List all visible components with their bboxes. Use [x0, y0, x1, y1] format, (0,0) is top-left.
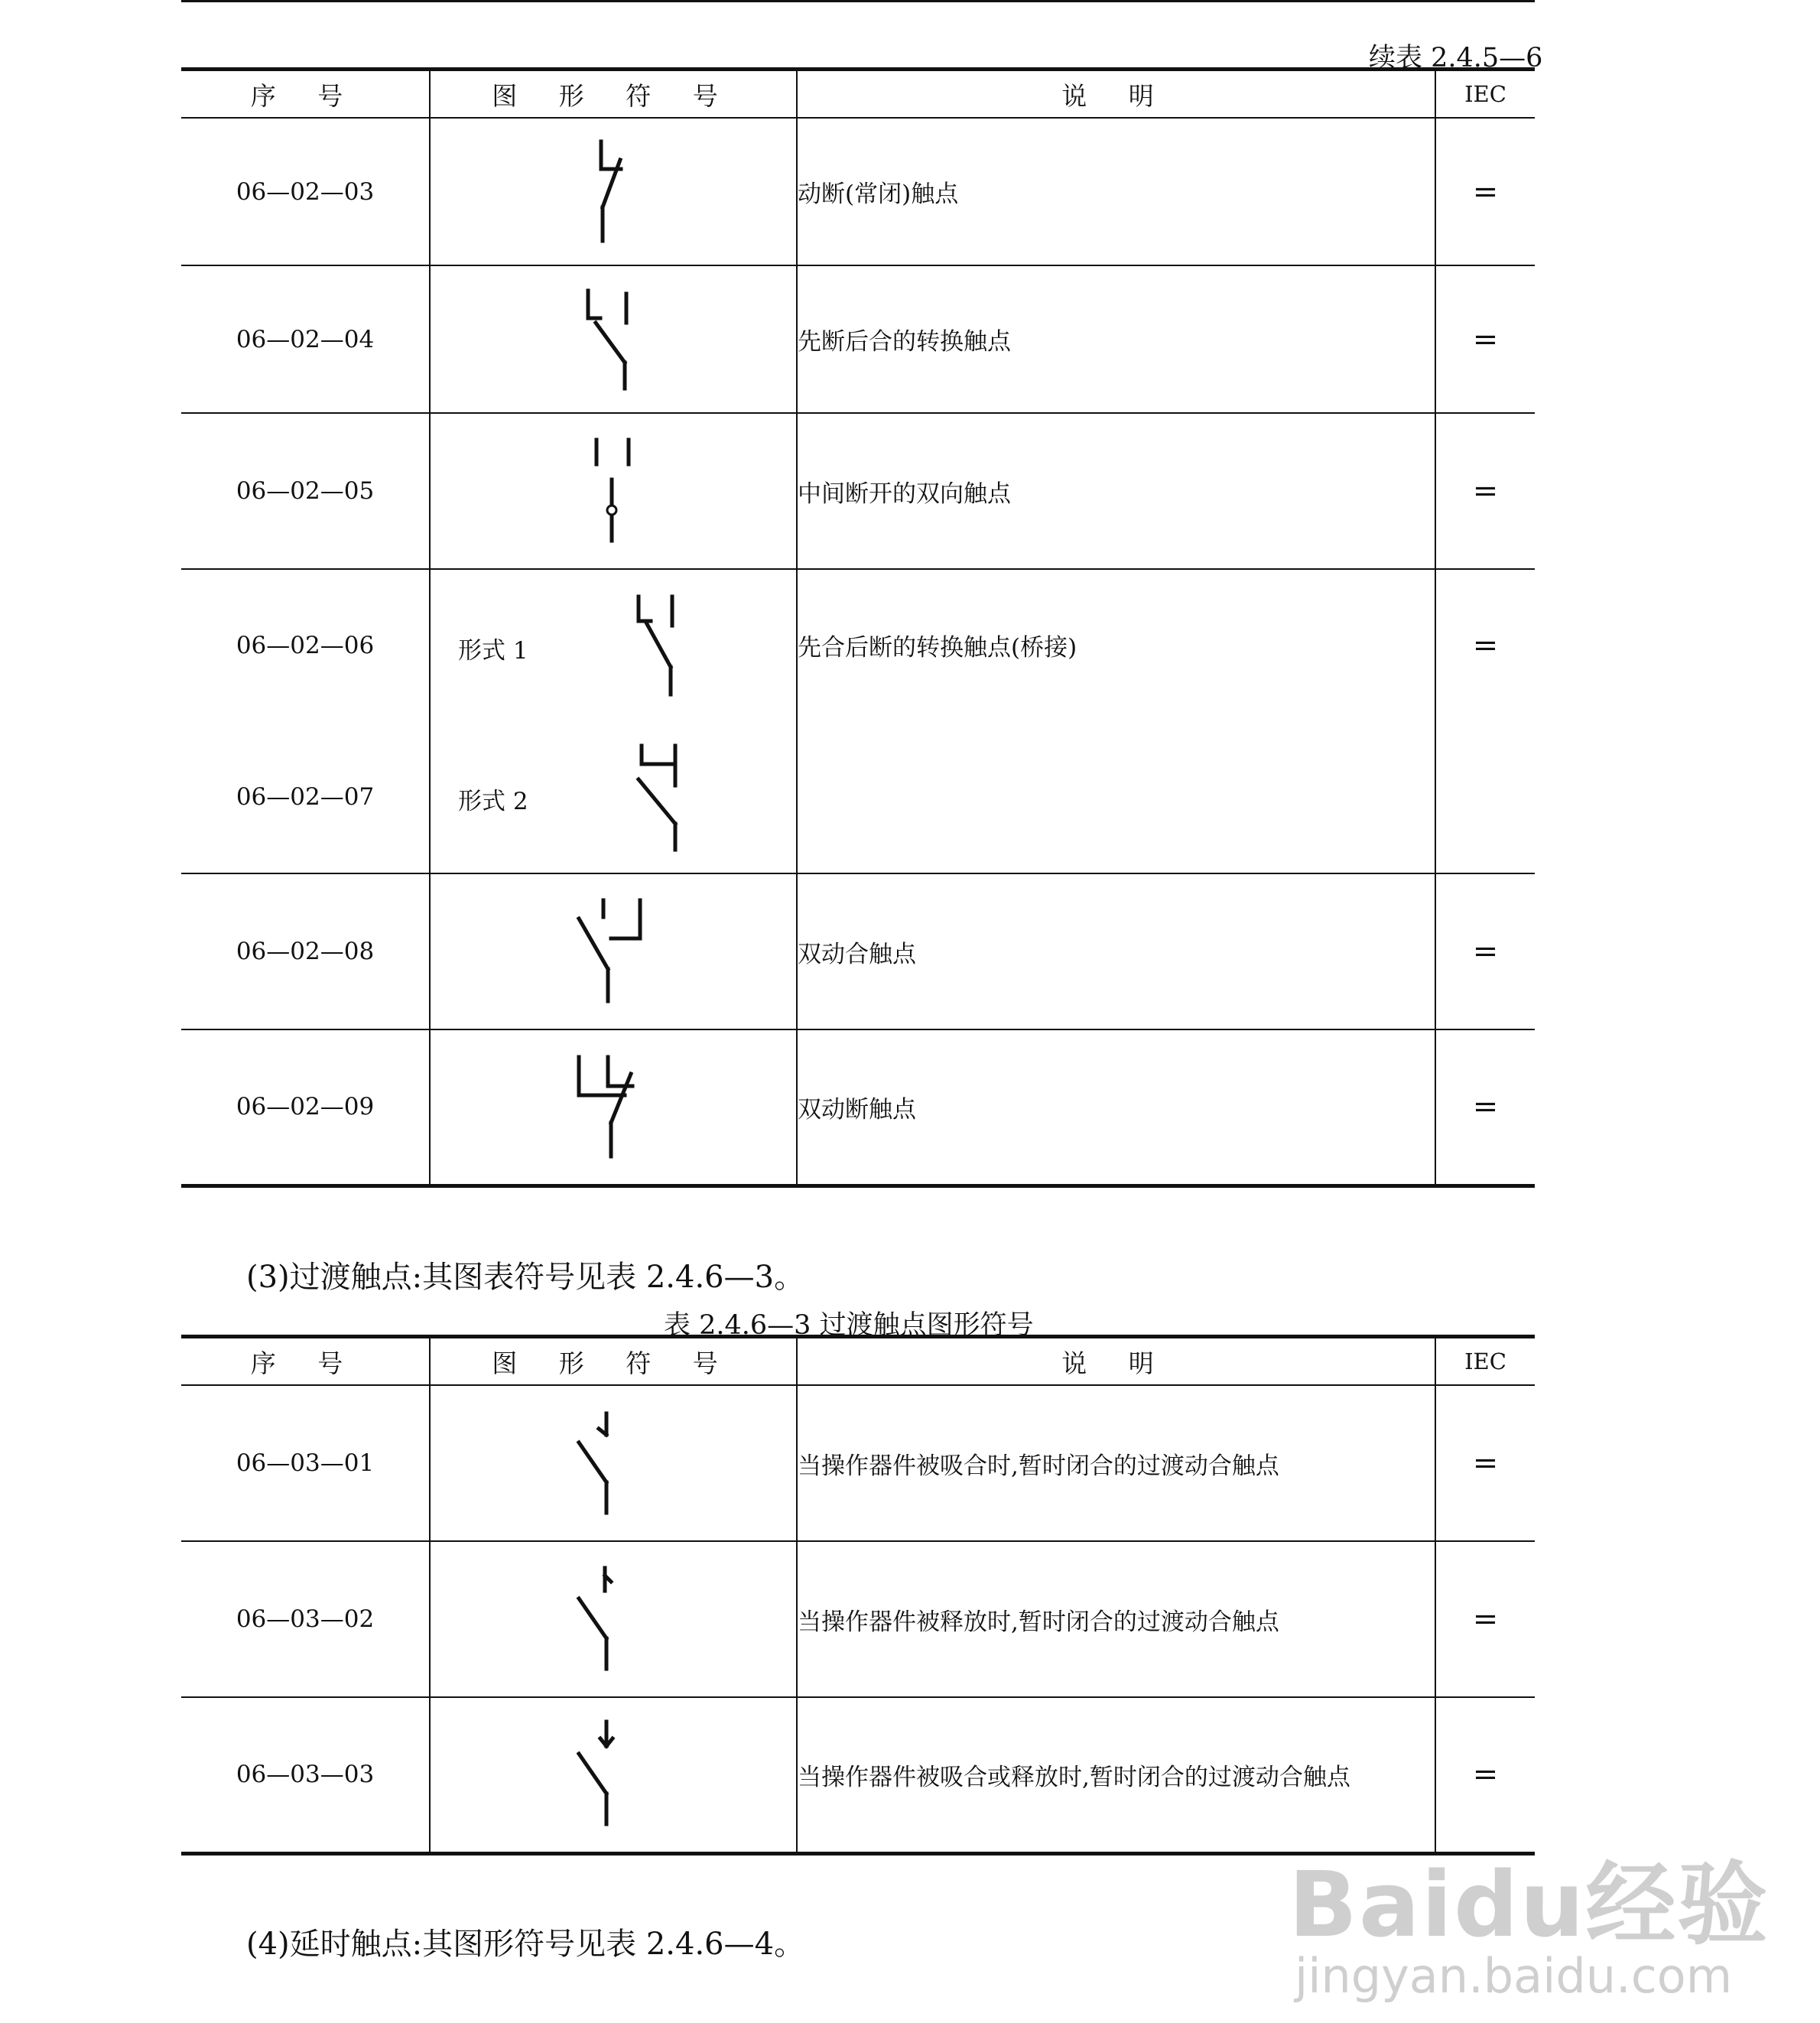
- contact-symbol-table-continued: [181, 67, 1535, 1188]
- break-contact-icon: [583, 138, 644, 246]
- table-row: [181, 1385, 1535, 1541]
- symbol-cell: [430, 1385, 797, 1541]
- symbol-cell: [430, 1697, 797, 1853]
- passing-make-both-icon: [568, 1717, 637, 1832]
- row-iec: =: [1435, 1697, 1535, 1853]
- table2-caption: 表 2.4.6—3 过渡触点图形符号: [664, 1310, 1034, 1341]
- passing-make-on-operate-icon: [568, 1406, 637, 1521]
- row-desc: 当操作器件被吸合时,暂时闭合的过渡动合触点: [797, 1385, 1435, 1541]
- col-header-iec: IEC: [1435, 70, 1535, 119]
- table-row: [181, 720, 1535, 873]
- row-desc: 先合后断的转换触点(桥接): [797, 569, 1435, 720]
- row-code: 06—02—06: [181, 569, 430, 720]
- make-before-break-form2-icon: [631, 740, 692, 854]
- table-row: [181, 118, 1535, 265]
- row-iec: =: [1435, 118, 1535, 265]
- row-desc: 当操作器件被吸合或释放时,暂时闭合的过渡动合触点: [797, 1697, 1435, 1853]
- row-desc: 动断(常闭)触点: [797, 118, 1435, 265]
- make-before-break-form1-icon: [631, 592, 692, 699]
- baidu-jingyan-watermark: [1289, 1832, 1770, 2004]
- table-row: [181, 265, 1535, 413]
- passing-contact-symbol-table: [181, 1335, 1535, 1856]
- row-iec: =: [1435, 569, 1535, 720]
- two-way-contact-center-off-icon: [583, 434, 644, 548]
- col-header-symbol: 图 形 符 号: [430, 1337, 797, 1386]
- table1-continued-caption: 续表 2.4.5—6: [1369, 43, 1543, 73]
- symbol-cell: [430, 118, 797, 265]
- section3-paragraph: (3)过渡触点:其图表符号见表 2.4.6—3。: [246, 1260, 805, 1295]
- table-row: [181, 569, 1535, 720]
- symbol-cell: [430, 1541, 797, 1697]
- double-make-contact-icon: [571, 894, 655, 1009]
- row-iec: =: [1435, 265, 1535, 413]
- row-iec: =: [1435, 1541, 1535, 1697]
- symbol-cell: [430, 413, 797, 569]
- col-header-desc: 说 明: [797, 70, 1435, 119]
- form-label: 形式 2: [458, 788, 528, 815]
- row-code: 06—03—03: [181, 1697, 430, 1853]
- row-code: 06—02—08: [181, 873, 430, 1029]
- row-code: 06—02—05: [181, 413, 430, 569]
- double-break-contact-icon: [571, 1049, 655, 1164]
- col-header-seq: 序 号: [181, 70, 430, 119]
- row-desc: 先断后合的转换触点: [797, 265, 1435, 413]
- table-row: [181, 413, 1535, 569]
- symbol-cell: [430, 873, 797, 1029]
- col-header-desc: 说 明: [797, 1337, 1435, 1386]
- row-desc: 中间断开的双向触点: [797, 413, 1435, 569]
- row-code: 06—03—02: [181, 1541, 430, 1697]
- changeover-break-before-make-icon: [579, 286, 648, 393]
- watermark-brand: Baidu经验: [1289, 1852, 1770, 1957]
- row-desc: 双动合触点: [797, 873, 1435, 1029]
- row-code: 06—02—03: [181, 118, 430, 265]
- row-iec: =: [1435, 1029, 1535, 1186]
- row-code: 06—02—09: [181, 1029, 430, 1186]
- row-iec: =: [1435, 873, 1535, 1029]
- table-row: [181, 1697, 1535, 1853]
- table-row: [181, 873, 1535, 1029]
- watermark-url: jingyan.baidu.com: [1295, 1948, 1733, 2004]
- table-row: [181, 1541, 1535, 1697]
- top-rule: [181, 0, 1535, 2]
- row-code: 06—02—04: [181, 265, 430, 413]
- symbol-cell: [430, 265, 797, 413]
- row-iec: =: [1435, 413, 1535, 569]
- row-iec: =: [1435, 1385, 1535, 1541]
- row-code: 06—02—07: [181, 720, 430, 873]
- col-header-iec: IEC: [1435, 1337, 1535, 1386]
- desc-empty: [797, 720, 1435, 873]
- symbol-cell: [430, 1029, 797, 1186]
- form-label: 形式 1: [458, 637, 528, 665]
- col-header-seq: 序 号: [181, 1337, 430, 1386]
- iec-empty: [1435, 720, 1535, 873]
- row-desc: 当操作器件被释放时,暂时闭合的过渡动合触点: [797, 1541, 1435, 1697]
- row-code: 06—03—01: [181, 1385, 430, 1541]
- section4-paragraph: (4)延时触点:其图形符号见表 2.4.6—4。: [246, 1927, 805, 1962]
- table-row: [181, 1029, 1535, 1186]
- passing-make-on-release-icon: [568, 1562, 637, 1677]
- symbol-cell: [430, 720, 797, 873]
- row-desc: 双动断触点: [797, 1029, 1435, 1186]
- col-header-symbol: 图 形 符 号: [430, 70, 797, 119]
- symbol-cell: [430, 569, 797, 720]
